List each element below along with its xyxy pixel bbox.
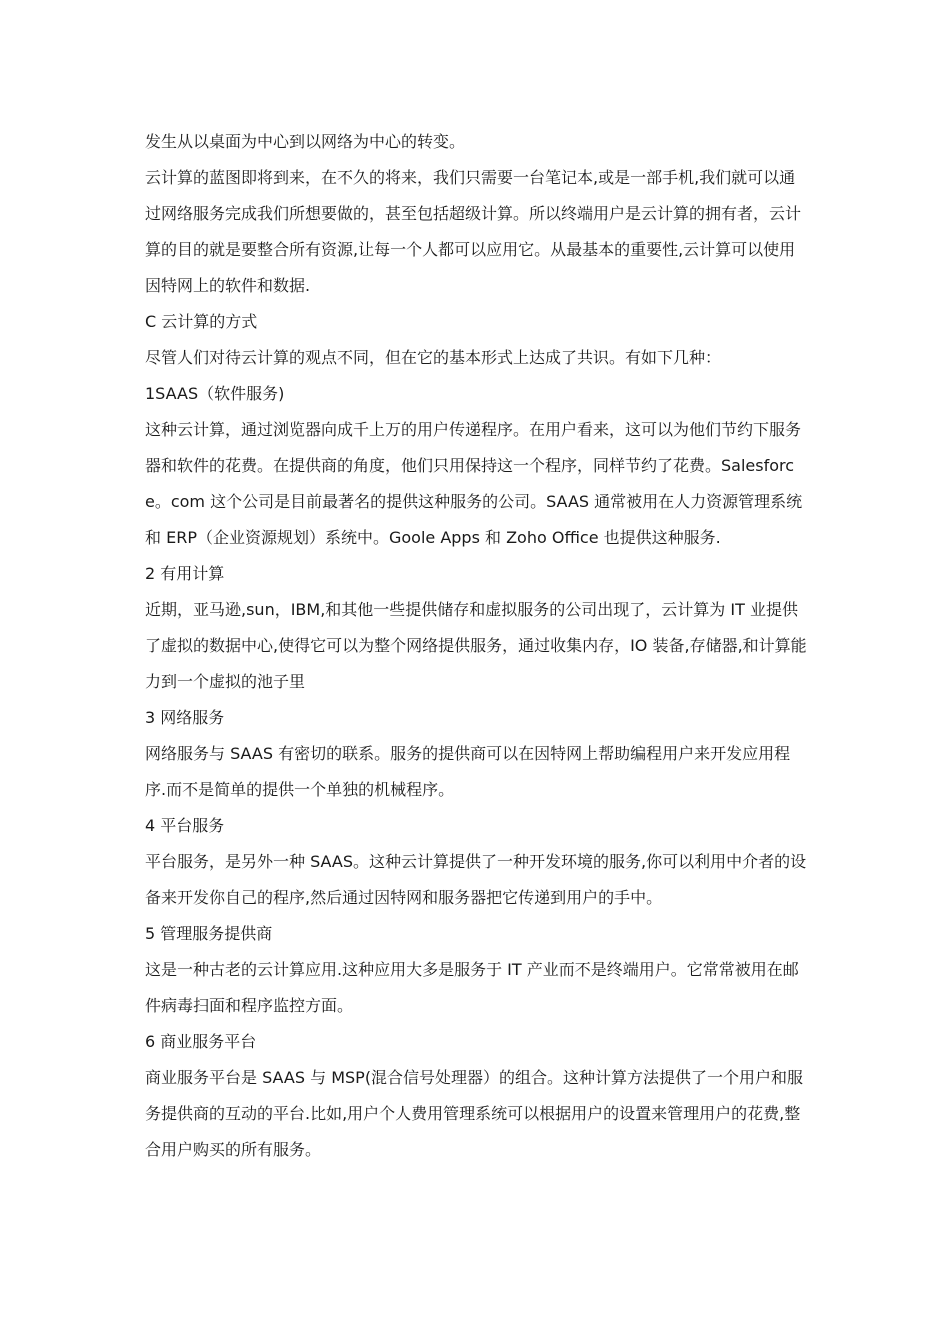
paragraph-commerce-platform: 商业服务平台是 SAAS 与 MSP(混合信号处理器）的组合。这种计算方法提供了一个用户和服务提供商的互动的平台.比如,用户个人费用管理系统可以根据用户的设置来管理用户的花费,整合用户购买的所有服务。: [145, 1068, 804, 1159]
paragraph-web-services: 网络服务与 SAAS 有密切的联系。服务的提供商可以在因特网上帮助编程用户来开发应用程序.而不是简单的提供一个单独的机械程序。: [145, 744, 791, 799]
section-heading-commerce-platform: 6 商业服务平台: [145, 1032, 257, 1051]
section-heading-saas: 1SAAS（软件服务): [145, 384, 285, 403]
document-body: [145, 124, 807, 1168]
section-heading-managed-service-provider: 5 管理服务提供商: [145, 924, 273, 943]
section-heading-web-services: 3 网络服务: [145, 708, 225, 727]
paragraph-utility-computing: 近期，亚马逊,sun，IBM,和其他一些提供储存和虚拟服务的公司出现了，云计算为 IT 业提供了虚拟的数据中心,使得它可以为整个网络提供服务，通过收集内存，IO 装备,存储器,和计算能力到一个虚拟的池子里: [145, 600, 807, 691]
section-heading-platform-services: 4 平台服务: [145, 816, 225, 835]
paragraph-managed-service-provider: 这是一种古老的云计算应用.这种应用大多是服务于 IT 产业而不是终端用户。它常常被用在邮件病毒扫面和程序监控方面。: [145, 960, 799, 1015]
paragraph-consensus: 尽管人们对待云计算的观点不同，但在它的基本形式上达成了共识。有如下几种：: [145, 348, 722, 367]
paragraph-cloud-blueprint: 云计算的蓝图即将到来，在不久的将来，我们只需要一台笔记本,或是一部手机,我们就可以通过网络服务完成我们所想要做的，甚至包括超级计算。所以终端用户是云计算的拥有者，云计算的目的就是要整合所有资源,让每一个人都可以应用它。从最基本的重要性,云计算可以使用因特网上的软件和数据.: [145, 168, 802, 295]
section-heading-cloud-methods: C 云计算的方式: [145, 312, 258, 331]
paragraph-saas: 这种云计算，通过浏览器向成千上万的用户传递程序。在用户看来，这可以为他们节约下服务器和软件的花费。在提供商的角度，他们只用保持这一个程序，同样节约了花费。Salesforce。com 这个公司是目前最著名的提供这种服务的公司。SAAS 通常被用在人力资源管理系统和 ERP（企业资源规划）系统中。Goole Apps 和 Zoho Office 也提供这种服务.: [145, 420, 803, 547]
paragraph-intro-tail: 发生从以桌面为中心到以网络为中心的转变。: [145, 132, 466, 151]
paragraph-platform-services: 平台服务，是另外一种 SAAS。这种云计算提供了一种开发环境的服务,你可以利用中介者的设备来开发你自己的程序,然后通过因特网和服务器把它传递到用户的手中。: [145, 852, 807, 907]
section-heading-utility-computing: 2 有用计算: [145, 564, 225, 583]
